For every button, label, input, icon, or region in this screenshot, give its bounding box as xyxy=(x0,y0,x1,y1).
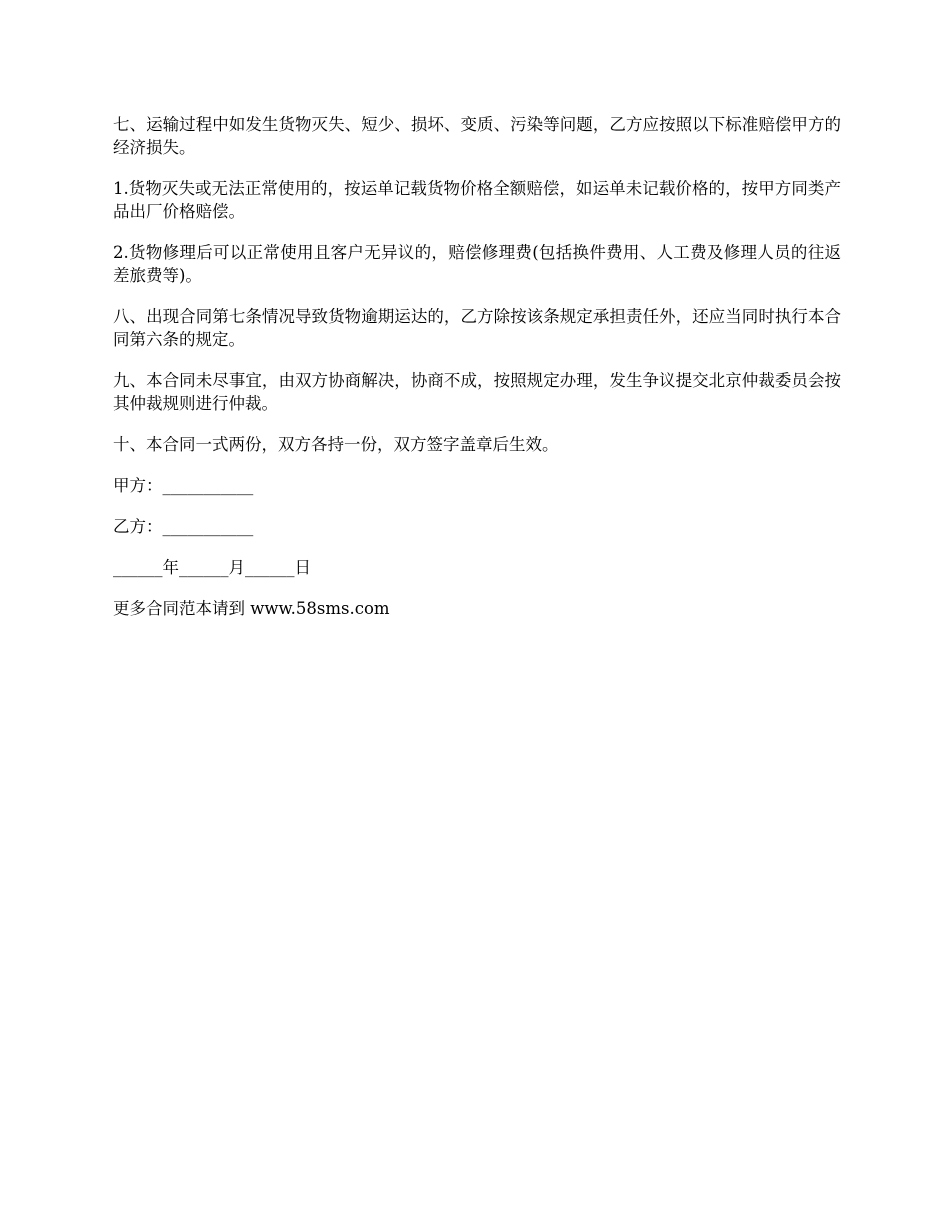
clause-seven: 七、运输过程中如发生货物灭失、短少、损坏、变质、污染等问题，乙方应按照以下标准赔偿甲方的经济损失。 xyxy=(113,115,841,157)
party-b-signature-line: 乙方：___________ xyxy=(113,517,254,536)
date-line: ______年______月______日 xyxy=(113,558,311,577)
footer-note: 更多合同范本请到 www.58sms.com xyxy=(113,599,390,618)
clause-nine: 九、本合同未尽事宜，由双方协商解决，协商不成，按照规定办理，发生争议提交北京仲裁委员会按其仲裁规则进行仲裁。 xyxy=(113,371,841,413)
clause-eight: 八、出现合同第七条情况导致货物逾期运达的，乙方除按该条规定承担责任外，还应当同时执行本合同第六条的规定。 xyxy=(113,307,841,349)
clause-seven-item-2: 2.货物修理后可以正常使用且客户无异议的，赔偿修理费(包括换件费用、人工费及修理人员的往返差旅费等)。 xyxy=(113,243,841,285)
document-body xyxy=(113,113,841,638)
party-a-signature-line: 甲方：___________ xyxy=(113,476,254,495)
clause-ten: 十、本合同一式两份，双方各持一份，双方签字盖章后生效。 xyxy=(113,435,559,454)
clause-seven-item-1: 1.货物灭失或无法正常使用的，按运单记载货物价格全额赔偿，如运单未记载价格的，按甲方同类产品出厂价格赔偿。 xyxy=(113,179,841,221)
